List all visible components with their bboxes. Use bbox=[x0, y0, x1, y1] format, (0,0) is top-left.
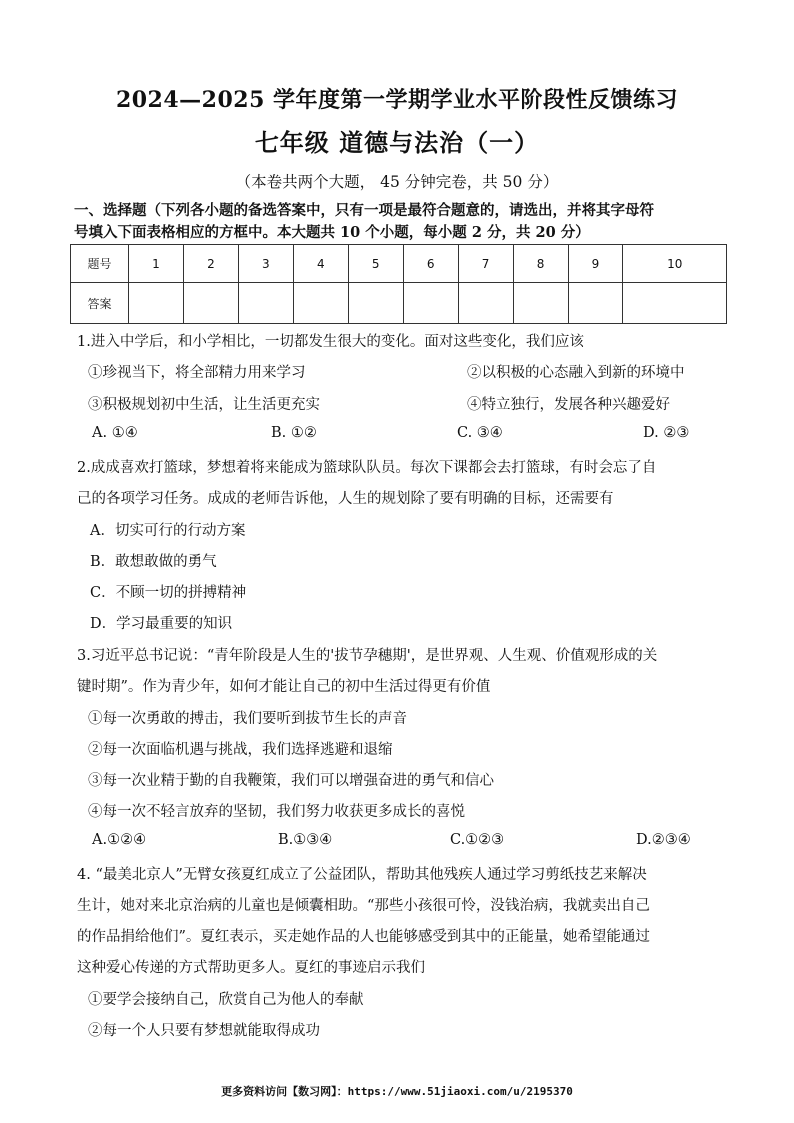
section1-heading-line1: 一、选择题（下列各小题的备选答案中，只有一项是最符合题意的，请选出，并将其字母符 bbox=[74, 202, 654, 219]
answer-table-number-row bbox=[71, 245, 727, 283]
q1-option-d: D. ②③ bbox=[643, 425, 690, 441]
exam-title: 2024—2025 学年度第一学期学业水平阶段性反馈练习 bbox=[115, 87, 679, 113]
question-number-cell: 3 bbox=[238, 245, 293, 283]
q4-stem-line1: 4. “最美北京人”无臂女孩夏红成立了公益团队，帮助其他残疾人通过学习剪纸技艺来解决 bbox=[77, 867, 647, 883]
answer-cell[interactable] bbox=[513, 283, 568, 324]
q3-statement-1: ①每一次勇敢的搏击，我们要听到拔节生长的声音 bbox=[88, 711, 407, 727]
question-number-cell: 7 bbox=[458, 245, 513, 283]
exam-subtitle: （本卷共两个大题， 45 分钟完卷，共 50 分） bbox=[235, 173, 559, 191]
question-number-cell: 8 bbox=[513, 245, 568, 283]
q2-option-d: D．学习最重要的知识 bbox=[90, 616, 233, 632]
answer-cell[interactable] bbox=[458, 283, 513, 324]
q1-stem: 1.进入中学后，和小学相比，一切都发生很大的变化。面对这些变化，我们应该 bbox=[77, 334, 584, 350]
q4-statement-1: ①要学会接纳自己，欣赏自己为他人的奉献 bbox=[88, 992, 364, 1008]
q2-option-b: B．敢想敢做的勇气 bbox=[90, 554, 217, 570]
q3-option-c: C.①②③ bbox=[450, 832, 505, 848]
answer-cell[interactable] bbox=[183, 283, 238, 324]
q1-option-c: C. ③④ bbox=[457, 425, 503, 441]
q4-statement-2: ②每一个人只要有梦想就能取得成功 bbox=[88, 1023, 320, 1039]
answer-table bbox=[70, 244, 727, 324]
row-label-answer: 答案 bbox=[71, 283, 129, 324]
answer-cell[interactable] bbox=[348, 283, 403, 324]
question-number-cell: 4 bbox=[293, 245, 348, 283]
section1-heading bbox=[74, 200, 734, 244]
q2-option-a: A．切实可行的行动方案 bbox=[90, 523, 246, 539]
q3-option-d: D.②③④ bbox=[636, 832, 691, 848]
q4-stem-line4: 这种爱心传递的方式帮助更多人。夏红的事迹启示我们 bbox=[77, 960, 425, 976]
q1-option-a: A. ①④ bbox=[92, 425, 138, 441]
answer-cell[interactable] bbox=[403, 283, 458, 324]
q3-stem-line1: 3.习近平总书记说：“青年阶段是人生的'拔节孕穗期'，是世界观、人生观、价值观形成的关 bbox=[77, 648, 658, 664]
q3-option-a: A.①②④ bbox=[92, 832, 147, 848]
answer-table-answer-row bbox=[71, 283, 727, 324]
q3-option-b: B.①③④ bbox=[278, 832, 333, 848]
q1-statement-1: ①珍视当下，将全部精力用来学习 bbox=[88, 365, 306, 381]
q3-statement-4: ④每一次不轻言放弃的坚韧，我们努力收获更多成长的喜悦 bbox=[88, 804, 465, 820]
section1-heading-line2: 号填入下面表格相应的方框中。本大题共 10 个小题，每小题 2 分，共 20 分） bbox=[74, 224, 590, 241]
q1-option-b: B. ①② bbox=[271, 425, 317, 441]
q4-stem-line3: 的作品捐给他们”。夏红表示，买走她作品的人也能够感受到其中的正能量，她希望能通过 bbox=[77, 929, 650, 945]
q4-stem-line2: 生计，她对来北京治病的儿童也是倾囊相助。“那些小孩很可怜，没钱治病，我就卖出自己 bbox=[77, 898, 650, 914]
answer-cell[interactable] bbox=[293, 283, 348, 324]
q1-statement-4: ④特立独行，发展各种兴趣爱好 bbox=[467, 397, 670, 413]
row-label-number: 题号 bbox=[71, 245, 129, 283]
question-number-cell: 9 bbox=[568, 245, 623, 283]
q2-option-c: C．不顾一切的拼搏精神 bbox=[90, 585, 247, 601]
answer-cell[interactable] bbox=[623, 283, 727, 324]
q2-stem-line2: 己的各项学习任务。成成的老师告诉他，人生的规划除了要有明确的目标，还需要有 bbox=[77, 491, 614, 507]
q3-statement-2: ②每一次面临机遇与挑战，我们选择逃避和退缩 bbox=[88, 742, 393, 758]
q3-statement-3: ③每一次业精于勤的自我鞭策，我们可以增强奋进的勇气和信心 bbox=[88, 773, 494, 789]
answer-cell[interactable] bbox=[129, 283, 184, 324]
question-number-cell: 2 bbox=[183, 245, 238, 283]
q2-stem-line1: 2.成成喜欢打篮球，梦想着将来能成为篮球队队员。每次下课都会去打篮球，有时会忘了自 bbox=[77, 460, 657, 476]
answer-cell[interactable] bbox=[568, 283, 623, 324]
q1-statement-3: ③积极规划初中生活，让生活更充实 bbox=[88, 397, 320, 413]
exam-subject-title: 七年级 道德与法治（一） bbox=[254, 128, 540, 157]
question-number-cell: 5 bbox=[348, 245, 403, 283]
q1-statement-2: ②以积极的心态融入到新的环境中 bbox=[467, 365, 685, 381]
question-number-cell: 1 bbox=[129, 245, 184, 283]
answer-cell[interactable] bbox=[238, 283, 293, 324]
q3-stem-line2: 键时期”。作为青少年，如何才能让自己的初中生活过得更有价值 bbox=[77, 679, 491, 695]
question-number-cell: 6 bbox=[403, 245, 458, 283]
footer-link[interactable]: 更多资料访问【数习网】：https://www.51jiaoxi.com/u/2195370 bbox=[221, 1085, 573, 1098]
question-number-cell: 10 bbox=[623, 245, 727, 283]
